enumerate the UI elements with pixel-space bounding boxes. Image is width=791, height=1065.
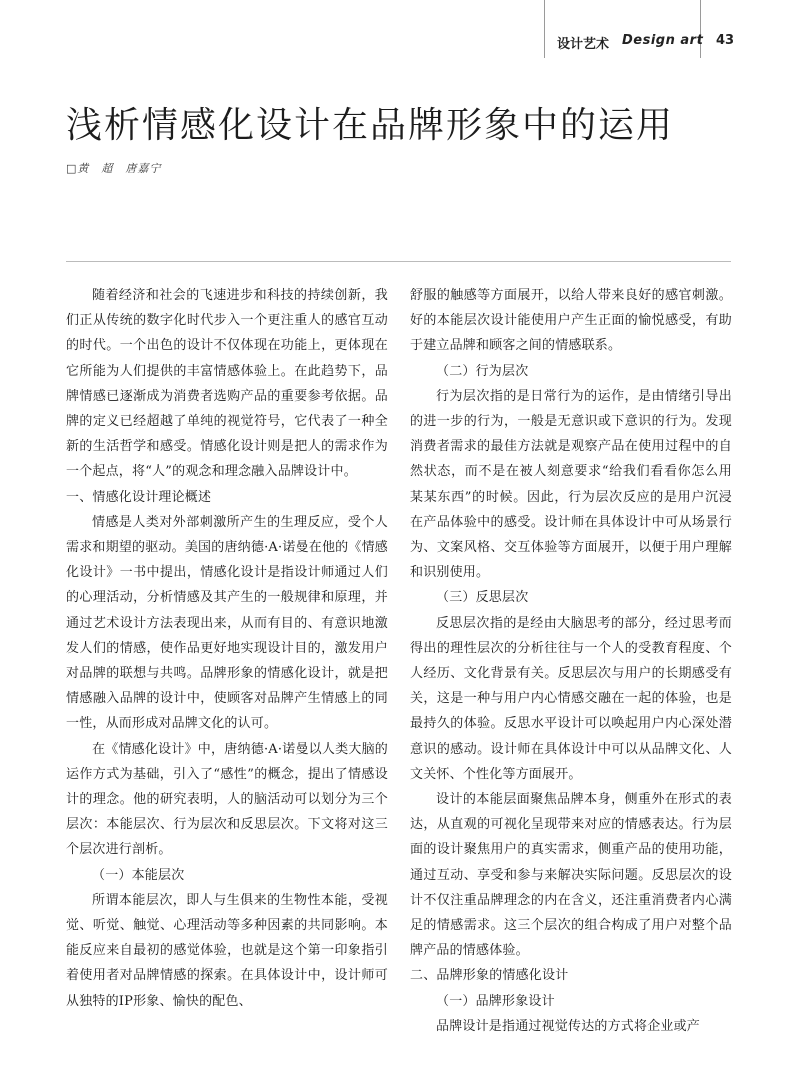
paragraph: 随着经济和社会的飞速进步和科技的持续创新，我们正从传统的数字化时代步入一个更注重人的感官互动的时代。一个出色的设计不仅体现在功能上，更体现在它所能为人们提供的丰富情感体验上。在此趋势下，品牌情感已逐渐成为消费者选购产品的重要参考依据。品牌的定义已经超越了单纯的视觉符号，它代表了一种全新的生活哲学和感受。情感化设计则是把人的需求作为一个起点，将“人”的观念和理念融入品牌设计中。 [66, 288, 388, 480]
header-divider-left [544, 0, 545, 58]
column-name-en: Design art [622, 33, 704, 48]
body-column-right [410, 283, 732, 1039]
header-divider-right [700, 0, 701, 58]
paragraph: 品牌设计是指通过视觉传达的方式将企业或产 [436, 1018, 701, 1034]
paragraph: 行为层次指的是日常行为的运作，是由情绪引导出的进一步的行为，一般是无意识或下意识的行为。发现消费者需求的最佳方法就是观察产品在使用过程中的自然状态，而不是在被人刻意要求“给我们看看你怎么用某某东西”的时候。因此，行为层次反应的是用户沉浸在产品体验中的感受。设计师在具体设计中可从场景行为、文案风格、交互体验等方面展开，以便于用户理解和识别使用。 [410, 388, 732, 581]
article-title: 浅析情感化设计在品牌形象中的运用 [66, 105, 675, 146]
title-divider [66, 261, 731, 262]
paragraph: 在《情感化设计》中，唐纳德·A·诺曼以人类大脑的运作方式为基础，引入了“感性”的概念，提出了情感设计的理念。他的研究表明，人的脑活动可以划分为三个层次：本能层次、行为层次和反思层次。下文将对这三个层次进行剖析。 [66, 741, 388, 858]
column-name: 设计艺术 [557, 37, 610, 52]
body-column-left [66, 283, 388, 1014]
article-authors: □黄 超 唐嘉宁 [66, 162, 162, 175]
paragraph-continued: 舒服的触感等方面展开，以给人带来良好的感官刺激。好的本能层次设计能使用户产生正面的愉悦感受，有助于建立品牌和顾客之间的情感联系。 [410, 288, 732, 354]
paragraph: 反思层次指的是经由大脑思考的部分，经过思考而得出的理性层次的分析往往与一个人的受教育程度、个人经历、文化背景有关。反思层次与用户的长期感受有关，这是一种与用户内心情感交融在一起的体验，也是最持久的体验。反思水平设计可以唤起用户内心深处潜意识的感动。设计师在具体设计中可以从品牌文化、人文关怀、个性化等方面展开。 [410, 615, 732, 782]
section-heading: 二、品牌形象的情感化设计 [410, 968, 569, 984]
page-number: 43 [716, 33, 735, 48]
section-heading: 一、情感化设计理论概述 [66, 489, 212, 505]
subsection-heading: （一）品牌形象设计 [436, 993, 555, 1009]
paragraph: 所谓本能层次，即人与生俱来的生物性本能，受视觉、听觉、触觉、心理活动等多种因素的共同影响。本能反应来自最初的感觉体验，也就是这个第一印象指引着使用者对品牌情感的探索。在具体设计中，设计师可从独特的IP形象、愉快的配色、 [66, 892, 388, 1009]
paragraph: 情感是人类对外部刺激所产生的生理反应，受个人需求和期望的驱动。美国的唐纳德·A·诺曼在他的《情感化设计》一书中提出，情感化设计是指设计师通过人们的心理活动，分析情感及其产生的一般规律和原理，并通过艺术设计方法表现出来，从而有目的、有意识地激发人们的情感，使作品更好地实现设计目的，激发用户对品牌的联想与共鸣。品牌形象的情感化设计，就是把情感融入品牌的设计中，使顾客对品牌产生情感上的同一性，从而形成对品牌文化的认可。 [66, 514, 388, 732]
subsection-heading: （二）行为层次 [436, 363, 529, 379]
subsection-heading: （一）本能层次 [92, 867, 185, 883]
subsection-heading: （三）反思层次 [436, 590, 529, 606]
paragraph: 设计的本能层面聚焦品牌本身，侧重外在形式的表达，从直观的可视化呈现带来对应的情感表达。行为层面的设计聚焦用户的真实需求，侧重产品的使用功能，通过互动、享受和参与来解决实际问题。反思层次的设计不仅注重品牌理念的内在含义，还注重消费者内心满足的情感需求。这三个层次的组合构成了用户对整个品牌产品的情感体验。 [410, 792, 732, 959]
